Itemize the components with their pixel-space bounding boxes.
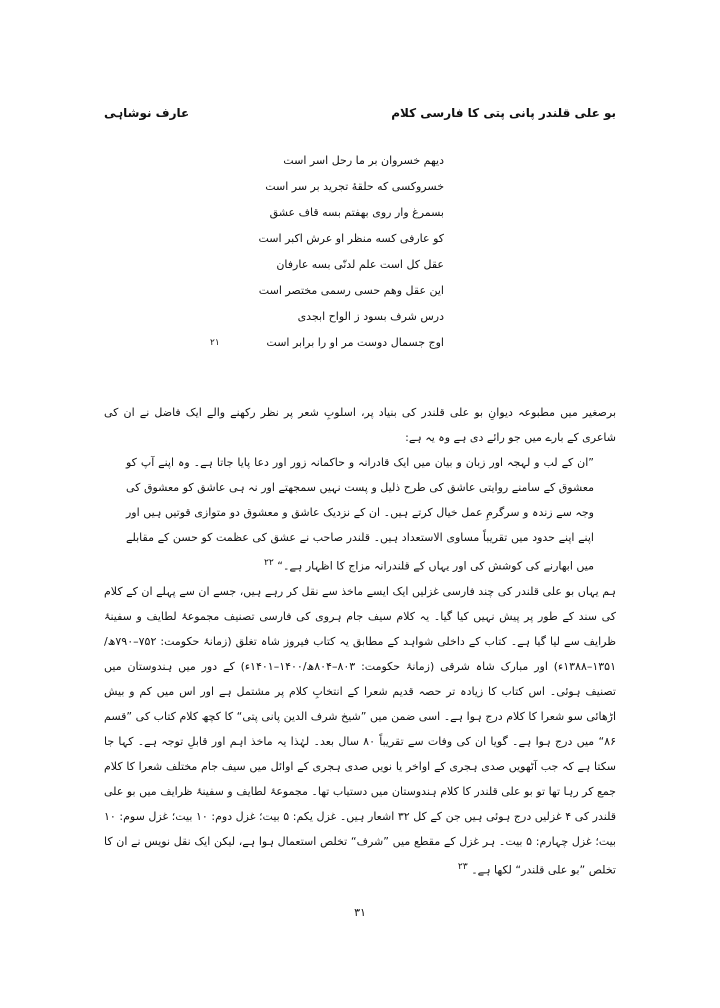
- main-text: ہم یہاں بو علی قلندر کی چند فارسی غزلیں ایک ایسے ماخذ سے نقل کر رہے ہیں، جسے ان سے پہلے ان کے کلام کی سند کے طور پر پیش نہیں کیا گیا۔ یہ کلام سیف جام ہروی کی فارسی تصنیف مجموعۂ لطایف و سفینۂ ظرایف سے لیا گیا ہے۔ کتاب کے داخلی شواہد کے مطابق یہ کتاب فیروز شاہ تغلق (زمانۂ حکومت: ۷۵۲–۷۹۰ھ/۱۳۵۱–۱۳۸۸ء) اور مبارک شاہ شرقی (زمانۂ حکومت: ۸۰۳–۸۰۴ھ/۱۴۰۰–۱۴۰۱ء) کے دور میں ہندوستان میں تصنیف ہوئی۔ اس کتاب کا زیادہ تر حصہ قدیم شعرا کے انتخابِ کلام پر مشتمل ہے اور اس میں کم و بیش اڑھائی سو شعرا کا کلام درج ہوا ہے۔ اسی ضمن میں ”شیخ شرف الدین پانی پتی“ کا کچھ کلام کتاب کی ”قسم ۸۶“ میں درج ہوا ہے۔ گویا ان کی وفات سے تقریباً ۸۰ سال بعد۔ لہٰذا یہ ماخذ اہم اور قابلِ توجہ ہے۔ کہا جا سکتا ہے کہ جب آٹھویں صدی ہجری کے اواخر یا نویں صدی ہجری کے اوائل میں سیف جام مختلف شعرا کا کلام جمع کر رہا تھا تو بو علی قلندر کا کلام ہندوستان میں دستیاب تھا۔ مجموعۂ لطایف و سفینۂ ظرایف میں بو علی قلندر کی ۴ غزلیں درج ہوئی ہیں جن کے کل ۳۲ اشعار ہیں۔ غزل یکم: ۵ بیت؛ غزل دوم: ۱۰ بیت؛ غزل سوم: ۱۰ بیت؛ غزل چہارم: ۵ بیت۔ ہر غزل کے مقطع میں ”شرف“ تخلص استعمال ہوا ہے، لیکن ایک نقل نویس نے ان کا تخلص ”بو علی قلندر“ لکھا ہے۔: [104, 584, 616, 877]
- poem-line: خسروکسی که حلقهٔ تجرید بر سر است: [265, 180, 444, 193]
- poem-line: دیهم خسروان بر ما رحل اسر است: [283, 154, 444, 167]
- poem-line: این عقل وهم حسی رسمی مختصر است: [258, 284, 444, 297]
- header-book-title: بو علی قلندر پانی پتی کا فارسی کلام: [391, 106, 616, 120]
- header-author: عارف نوشاہی: [104, 106, 190, 120]
- poem-block: [208, 148, 444, 356]
- body-text: [104, 400, 616, 882]
- quote-text: ”ان کے لب و لہجہ اور زبان و بیان میں ایک قادرانہ و حاکمانہ زور اور دعا پایا جاتا ہے۔ وہ اپنے آپ کو معشوق کے سامنے روایتی عاشق کی طرح ذلیل و پست نہیں سمجھتے اور نہ ہی عاشق کو معشوق کی وجہ سے زندہ و سرگرمِ عمل خیال کرتے ہیں۔ ان کے نزدیک عاشق و معشوق دو متوازی قوتیں ہیں اور اپنے اپنے حدود میں تقریباً مساوی الاستعداد ہیں۔ قلندر صاحب نے عشق کی عظمت کو حسن کے مقابلے میں ابھارنے کی کوشش کی اور یہاں کے قلندرانہ مزاج کا اظہار ہے۔“: [126, 456, 594, 573]
- main-paragraph: [104, 579, 616, 883]
- page-number: ۳۱: [354, 906, 366, 919]
- main-footnote-ref: ۲۳: [457, 860, 468, 872]
- poem-line: درس شرف بسود ز الواح ابجدی: [297, 310, 444, 323]
- quote-paragraph: [126, 450, 594, 579]
- intro-paragraph: برصغیر میں مطبوعہ دیوانِ بو علی قلندر کی بنیاد پر، اسلوبِ شعر پر نظر رکھنے والے ایک فاضل نے ان کی شاعری کے بارے میں جو رائے دی ہے وہ یہ ہے:: [104, 406, 616, 444]
- poem-line: اوج جسمال دوست مر او را برابر است: [266, 336, 444, 349]
- poem-footnote-ref: ۲۱: [210, 338, 220, 348]
- poem-line: بسمرغ وار روی بهفتم بسه قاف عشق: [269, 206, 444, 219]
- poem-line: عقل کل است علم لدنّی بسه عارفان: [276, 258, 444, 271]
- running-header: [104, 106, 616, 126]
- poem-line: کو عارفی کسه منظر او عرش اکبر است: [258, 232, 444, 245]
- quote-footnote-ref: ۲۲: [263, 557, 274, 568]
